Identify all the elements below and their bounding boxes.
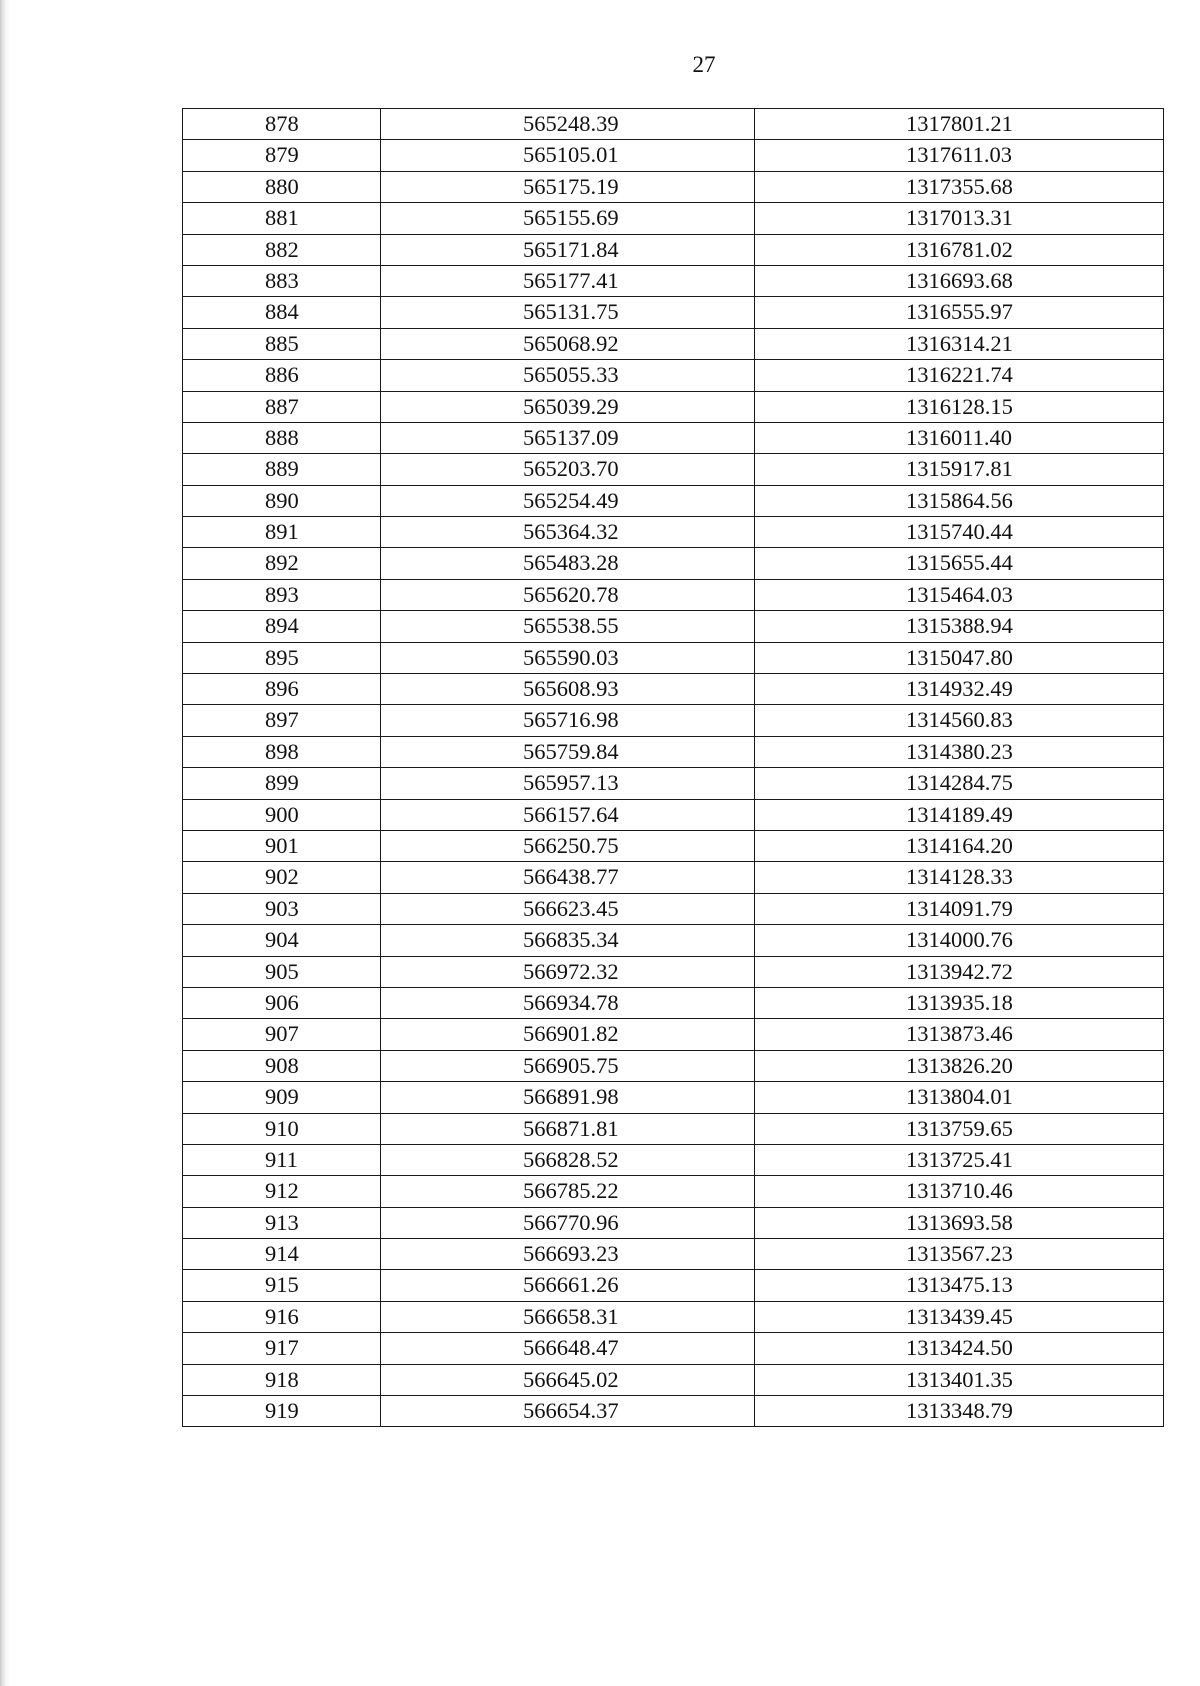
- x-coordinate-cell: 565171.84: [381, 234, 755, 265]
- x-coordinate-cell: 566785.22: [381, 1176, 755, 1207]
- table-row: [183, 265, 1164, 296]
- y-coordinate-cell: 1316011.40: [755, 422, 1164, 453]
- x-coordinate-cell: 565105.01: [381, 140, 755, 171]
- x-coordinate-cell: 566934.78: [381, 987, 755, 1018]
- x-coordinate-cell: 565620.78: [381, 579, 755, 610]
- x-coordinate-cell: 565364.32: [381, 517, 755, 548]
- table-row: [183, 956, 1164, 987]
- x-coordinate-cell: 565590.03: [381, 642, 755, 673]
- point-number-cell: 898: [183, 736, 381, 767]
- table-row: [183, 799, 1164, 830]
- y-coordinate-cell: 1316221.74: [755, 360, 1164, 391]
- x-coordinate-cell: 565716.98: [381, 705, 755, 736]
- table-row: [183, 328, 1164, 359]
- point-number-cell: 916: [183, 1301, 381, 1332]
- x-coordinate-cell: 565177.41: [381, 265, 755, 296]
- point-number-cell: 894: [183, 611, 381, 642]
- scan-edge: [0, 0, 10, 1686]
- y-coordinate-cell: 1316128.15: [755, 391, 1164, 422]
- x-coordinate-cell: 566828.52: [381, 1144, 755, 1175]
- x-coordinate-cell: 565131.75: [381, 297, 755, 328]
- point-number-cell: 896: [183, 674, 381, 705]
- point-number-cell: 885: [183, 328, 381, 359]
- point-number-cell: 912: [183, 1176, 381, 1207]
- y-coordinate-cell: 1314284.75: [755, 768, 1164, 799]
- table-row: [183, 485, 1164, 516]
- y-coordinate-cell: 1314164.20: [755, 830, 1164, 861]
- y-coordinate-cell: 1313693.58: [755, 1207, 1164, 1238]
- y-coordinate-cell: 1314560.83: [755, 705, 1164, 736]
- point-number-cell: 900: [183, 799, 381, 830]
- y-coordinate-cell: 1313942.72: [755, 956, 1164, 987]
- table-row: [183, 1207, 1164, 1238]
- point-number-cell: 879: [183, 140, 381, 171]
- y-coordinate-cell: 1313348.79: [755, 1396, 1164, 1427]
- x-coordinate-cell: 565608.93: [381, 674, 755, 705]
- table-row: [183, 893, 1164, 924]
- table-row: [183, 611, 1164, 642]
- x-coordinate-cell: 565137.09: [381, 422, 755, 453]
- x-coordinate-cell: 565203.70: [381, 454, 755, 485]
- y-coordinate-cell: 1315388.94: [755, 611, 1164, 642]
- point-number-cell: 897: [183, 705, 381, 736]
- y-coordinate-cell: 1313567.23: [755, 1239, 1164, 1270]
- point-number-cell: 915: [183, 1270, 381, 1301]
- table-row: [183, 1144, 1164, 1175]
- y-coordinate-cell: 1314932.49: [755, 674, 1164, 705]
- table-row: [183, 925, 1164, 956]
- point-number-cell: 913: [183, 1207, 381, 1238]
- x-coordinate-cell: 565155.69: [381, 203, 755, 234]
- point-number-cell: 886: [183, 360, 381, 391]
- table-row: [183, 360, 1164, 391]
- y-coordinate-cell: 1314000.76: [755, 925, 1164, 956]
- table-row: [183, 109, 1164, 140]
- table-row: [183, 862, 1164, 893]
- table-row: [183, 391, 1164, 422]
- table-row: [183, 171, 1164, 202]
- x-coordinate-cell: 566770.96: [381, 1207, 755, 1238]
- y-coordinate-cell: 1313401.35: [755, 1364, 1164, 1395]
- x-coordinate-cell: 565055.33: [381, 360, 755, 391]
- x-coordinate-cell: 566661.26: [381, 1270, 755, 1301]
- table-row: [183, 1050, 1164, 1081]
- x-coordinate-cell: 566623.45: [381, 893, 755, 924]
- x-coordinate-cell: 565759.84: [381, 736, 755, 767]
- x-coordinate-cell: 566645.02: [381, 1364, 755, 1395]
- point-number-cell: 880: [183, 171, 381, 202]
- y-coordinate-cell: 1317013.31: [755, 203, 1164, 234]
- point-number-cell: 888: [183, 422, 381, 453]
- y-coordinate-cell: 1316693.68: [755, 265, 1164, 296]
- x-coordinate-cell: 566250.75: [381, 830, 755, 861]
- y-coordinate-cell: 1315864.56: [755, 485, 1164, 516]
- x-coordinate-cell: 565538.55: [381, 611, 755, 642]
- x-coordinate-cell: 566972.32: [381, 956, 755, 987]
- table-row: [183, 454, 1164, 485]
- point-number-cell: 904: [183, 925, 381, 956]
- x-coordinate-cell: 566693.23: [381, 1239, 755, 1270]
- y-coordinate-cell: 1314189.49: [755, 799, 1164, 830]
- x-coordinate-cell: 566905.75: [381, 1050, 755, 1081]
- y-coordinate-cell: 1313710.46: [755, 1176, 1164, 1207]
- x-coordinate-cell: 566891.98: [381, 1082, 755, 1113]
- y-coordinate-cell: 1313826.20: [755, 1050, 1164, 1081]
- y-coordinate-cell: 1315464.03: [755, 579, 1164, 610]
- table-row: [183, 422, 1164, 453]
- point-number-cell: 906: [183, 987, 381, 1018]
- point-number-cell: 918: [183, 1364, 381, 1395]
- table-row: [183, 1176, 1164, 1207]
- y-coordinate-cell: 1314091.79: [755, 893, 1164, 924]
- y-coordinate-cell: 1316314.21: [755, 328, 1164, 359]
- page-number: 27: [692, 52, 716, 77]
- y-coordinate-cell: 1315740.44: [755, 517, 1164, 548]
- x-coordinate-cell: 565483.28: [381, 548, 755, 579]
- y-coordinate-cell: 1313424.50: [755, 1333, 1164, 1364]
- point-number-cell: 907: [183, 1019, 381, 1050]
- x-coordinate-cell: 566871.81: [381, 1113, 755, 1144]
- point-number-cell: 908: [183, 1050, 381, 1081]
- table-row: [183, 1396, 1164, 1427]
- x-coordinate-cell: 566438.77: [381, 862, 755, 893]
- x-coordinate-cell: 565957.13: [381, 768, 755, 799]
- x-coordinate-cell: 566835.34: [381, 925, 755, 956]
- table-row: [183, 1239, 1164, 1270]
- table-row: [183, 517, 1164, 548]
- y-coordinate-cell: 1313873.46: [755, 1019, 1164, 1050]
- point-number-cell: 883: [183, 265, 381, 296]
- y-coordinate-cell: 1315047.80: [755, 642, 1164, 673]
- coordinate-table: [182, 108, 1164, 1427]
- x-coordinate-cell: 565175.19: [381, 171, 755, 202]
- x-coordinate-cell: 566654.37: [381, 1396, 755, 1427]
- y-coordinate-cell: 1316781.02: [755, 234, 1164, 265]
- table-row: [183, 736, 1164, 767]
- y-coordinate-cell: 1313759.65: [755, 1113, 1164, 1144]
- point-number-cell: 882: [183, 234, 381, 265]
- table-row: [183, 768, 1164, 799]
- table-row: [183, 548, 1164, 579]
- point-number-cell: 905: [183, 956, 381, 987]
- table-row: [183, 1019, 1164, 1050]
- table-row: [183, 674, 1164, 705]
- point-number-cell: 901: [183, 830, 381, 861]
- x-coordinate-cell: 565254.49: [381, 485, 755, 516]
- point-number-cell: 884: [183, 297, 381, 328]
- point-number-cell: 889: [183, 454, 381, 485]
- coordinate-table-body: [183, 109, 1164, 1427]
- y-coordinate-cell: 1313935.18: [755, 987, 1164, 1018]
- table-row: [183, 203, 1164, 234]
- table-row: [183, 1082, 1164, 1113]
- y-coordinate-cell: 1314380.23: [755, 736, 1164, 767]
- point-number-cell: 892: [183, 548, 381, 579]
- point-number-cell: 914: [183, 1239, 381, 1270]
- table-row: [183, 1301, 1164, 1332]
- point-number-cell: 903: [183, 893, 381, 924]
- table-row: [183, 1364, 1164, 1395]
- point-number-cell: 902: [183, 862, 381, 893]
- x-coordinate-cell: 565039.29: [381, 391, 755, 422]
- point-number-cell: 890: [183, 485, 381, 516]
- point-number-cell: 910: [183, 1113, 381, 1144]
- point-number-cell: 909: [183, 1082, 381, 1113]
- point-number-cell: 895: [183, 642, 381, 673]
- table-row: [183, 705, 1164, 736]
- table-row: [183, 1270, 1164, 1301]
- y-coordinate-cell: 1317801.21: [755, 109, 1164, 140]
- y-coordinate-cell: 1313804.01: [755, 1082, 1164, 1113]
- table-row: [183, 1113, 1164, 1144]
- point-number-cell: 891: [183, 517, 381, 548]
- table-row: [183, 987, 1164, 1018]
- point-number-cell: 881: [183, 203, 381, 234]
- point-number-cell: 919: [183, 1396, 381, 1427]
- point-number-cell: 911: [183, 1144, 381, 1175]
- table-row: [183, 1333, 1164, 1364]
- y-coordinate-cell: 1313439.45: [755, 1301, 1164, 1332]
- point-number-cell: 899: [183, 768, 381, 799]
- y-coordinate-cell: 1314128.33: [755, 862, 1164, 893]
- y-coordinate-cell: 1316555.97: [755, 297, 1164, 328]
- y-coordinate-cell: 1317611.03: [755, 140, 1164, 171]
- table-row: [183, 830, 1164, 861]
- point-number-cell: 917: [183, 1333, 381, 1364]
- x-coordinate-cell: 566658.31: [381, 1301, 755, 1332]
- x-coordinate-cell: 566648.47: [381, 1333, 755, 1364]
- y-coordinate-cell: 1317355.68: [755, 171, 1164, 202]
- x-coordinate-cell: 566157.64: [381, 799, 755, 830]
- y-coordinate-cell: 1315917.81: [755, 454, 1164, 485]
- y-coordinate-cell: 1313475.13: [755, 1270, 1164, 1301]
- point-number-cell: 887: [183, 391, 381, 422]
- table-row: [183, 642, 1164, 673]
- x-coordinate-cell: 566901.82: [381, 1019, 755, 1050]
- point-number-cell: 893: [183, 579, 381, 610]
- table-row: [183, 579, 1164, 610]
- table-row: [183, 234, 1164, 265]
- table-row: [183, 140, 1164, 171]
- y-coordinate-cell: 1315655.44: [755, 548, 1164, 579]
- point-number-cell: 878: [183, 109, 381, 140]
- y-coordinate-cell: 1313725.41: [755, 1144, 1164, 1175]
- x-coordinate-cell: 565068.92: [381, 328, 755, 359]
- table-row: [183, 297, 1164, 328]
- x-coordinate-cell: 565248.39: [381, 109, 755, 140]
